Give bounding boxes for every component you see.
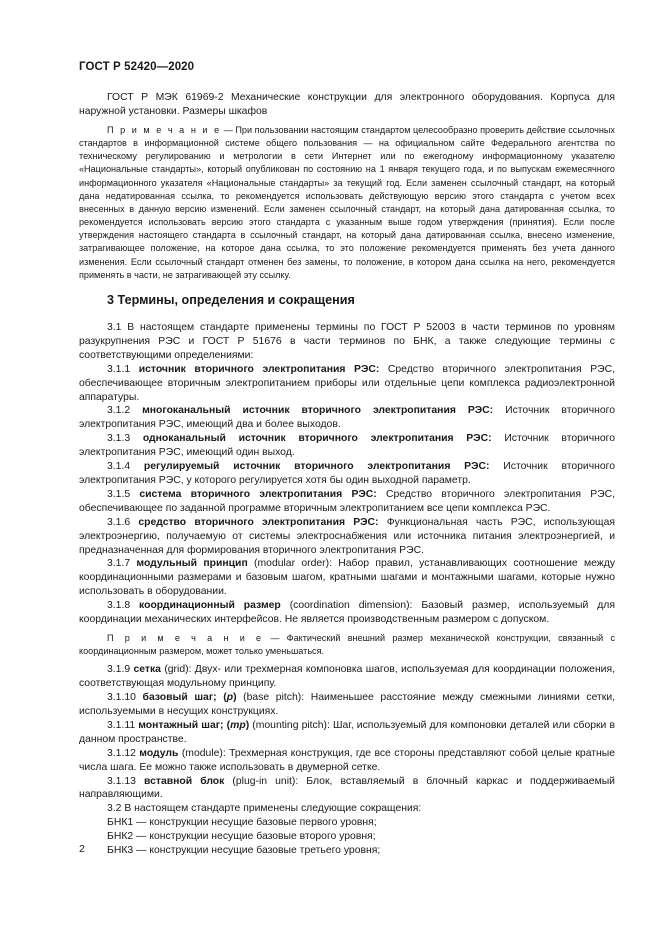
note-2: П р и м е ч а н и е — Фактический внешний размер механической конструкции, связанный с координационным размером, может только уменьшаться. <box>79 632 615 657</box>
terms-block <box>79 321 615 858</box>
page-number: 2 <box>79 843 85 855</box>
term-3-1-5: 3.1.5 система вторичного электропитания РЭС: Средство вторичного электропитания РЭС, обеспечивающее по заданной программе вторичным электропитанием все цепи комплекса РЭС. <box>79 488 615 514</box>
note-paragraph <box>79 124 615 282</box>
note-label: П р и м е ч а н и е <box>107 125 222 135</box>
section-title: 3 Термины, определения и сокращения <box>107 293 355 307</box>
paragraph-3-1: 3.1 В настоящем стандарте применены термины по ГОСТ Р 52003 в части терминов по уровням разукрупнения РЭС и ГОСТ Р 51676 в части терминов по БНК, а также следующие термины с соответствующими определениями: <box>79 322 615 361</box>
term-3-1-4: 3.1.4 регулируемый источник вторичного электропитания РЭС: Источник вторичного электропитания РЭС, у которого регулируется хотя бы один выходной параметр. <box>79 461 616 486</box>
term-3-1-8: 3.1.8 координационный размер (coordination dimension): Базовый размер, используемый для координации механических интерфейсов. Не является производственным размером с допуском. <box>79 600 615 626</box>
term-3-1-7: 3.1.7 модульный принцип (modular order): Набор правил, устанавливающих соотношение между координационными размерами и базовым шагом, кратными шагами и монтажными шагами, которые нужно использовать в оборудовании. <box>79 558 616 598</box>
term-3-1-10: 3.1.10 базовый шаг; (p) (base pitch): Наименьшее расстояние между смежными линиями сетки, используемыми в несущих конструкциях. <box>79 692 616 717</box>
term-3-1-1: 3.1.1 источник вторичного электропитания РЭС: Средство вторичного электропитания РЭС, обеспечивающее вторичным электропитанием приборы или отдельные цепи комплекса радиоэлектронной аппаратуры. <box>79 363 615 403</box>
abbrev-item: БНК3 — конструкции несущие базовые третьего уровня; <box>107 845 381 857</box>
abbrev-item: БНК1 — конструкции несущие базовые первого уровня; <box>107 817 377 829</box>
term-3-1-2: 3.1.2 многоканальный источник вторичного электропитания РЭС: Источник вторичного электропитания РЭС, имеющий два и более выходов. <box>79 405 615 431</box>
term-3-1-3: 3.1.3 одноканальный источник вторичного электропитания РЭС: Источник вторичного электропитания РЭС, имеющий один выход. <box>79 433 615 459</box>
normative-reference: ГОСТ Р МЭК 61969-2 Механические конструкции для электронного оборудования. Корпуса для наружной установки. Размеры шкафов <box>79 92 615 117</box>
note-block <box>79 124 615 282</box>
term-3-1-12: 3.1.12 модуль (module): Трехмерная конструкция, где все стороны представляют собой целые кратные числа шага. Ее можно также использовать в двумерной сетке. <box>79 747 615 773</box>
term-3-1-9: 3.1.9 сетка (grid): Двух- или трехмерная компоновка шагов, используемая для координации положения, соответствующая модульному принципу. <box>79 664 616 690</box>
document-header: ГОСТ Р 52420—2020 <box>79 61 195 73</box>
note-text: — При пользовании настоящим стандартом целесообразно проверить действие ссылочных стандартов в информационной системе общего пользования — на официальном сайте Федерального агентства по техническому регулированию и метрологии в сети Интернет или по ежегодному информационному указателю «Национальные стандарты», который опубликован по состоянию на 1 января текущего года, и по выпускам ежемесячного информационного указателя «Национальные стандарты» за текущий год. Если заменен ссылочный стандарт, на который дана недатированная ссылка, то рекомендуется использовать действующую версию этого стандарта с учетом всех внесенных в данную версию изменений. Если заменен ссылочный стандарт, на который дана датированная ссылка, то рекомендуется использовать версию этого стандарта с указанным выше годом утверждения (принятия). Если после утверждения настоящего стандарта в ссылочный стандарт, на который дана датированная ссылка, внесено изменение, затрагивающее положение, на которое дана ссылка, то это положение рекомендуется применять без учета данного изменения. Если ссылочный стандарт отменен без замены, то положение, в котором дана ссылка на него, рекомендуется применять в части, не затрагивающей эту ссылку. <box>79 125 615 280</box>
reference-block <box>79 91 615 119</box>
term-3-1-11: 3.1.11 монтажный шаг; (mp) (mounting pitch): Шаг, используемый для компоновки деталей или сборки в данном пространстве. <box>79 719 615 745</box>
abbrev-item: БНК2 — конструкции несущие базовые второго уровня; <box>107 831 376 843</box>
paragraph-3-2: 3.2 В настоящем стандарте применены следующие сокращения: <box>107 803 422 815</box>
term-3-1-6: 3.1.6 средство вторичного электропитания РЭС: Функциональная часть РЭС, использующая электроэнергию, получаемую от системы электроснабжения или источника питания электроэнергией, и предназначенная для формирования вторичного электропитания РЭС. <box>79 516 615 556</box>
term-3-1-13: 3.1.13 вставной блок (plug-in unit): Блок, вставляемый в блочный каркас и поддерживаемый направляющими. <box>79 775 615 801</box>
